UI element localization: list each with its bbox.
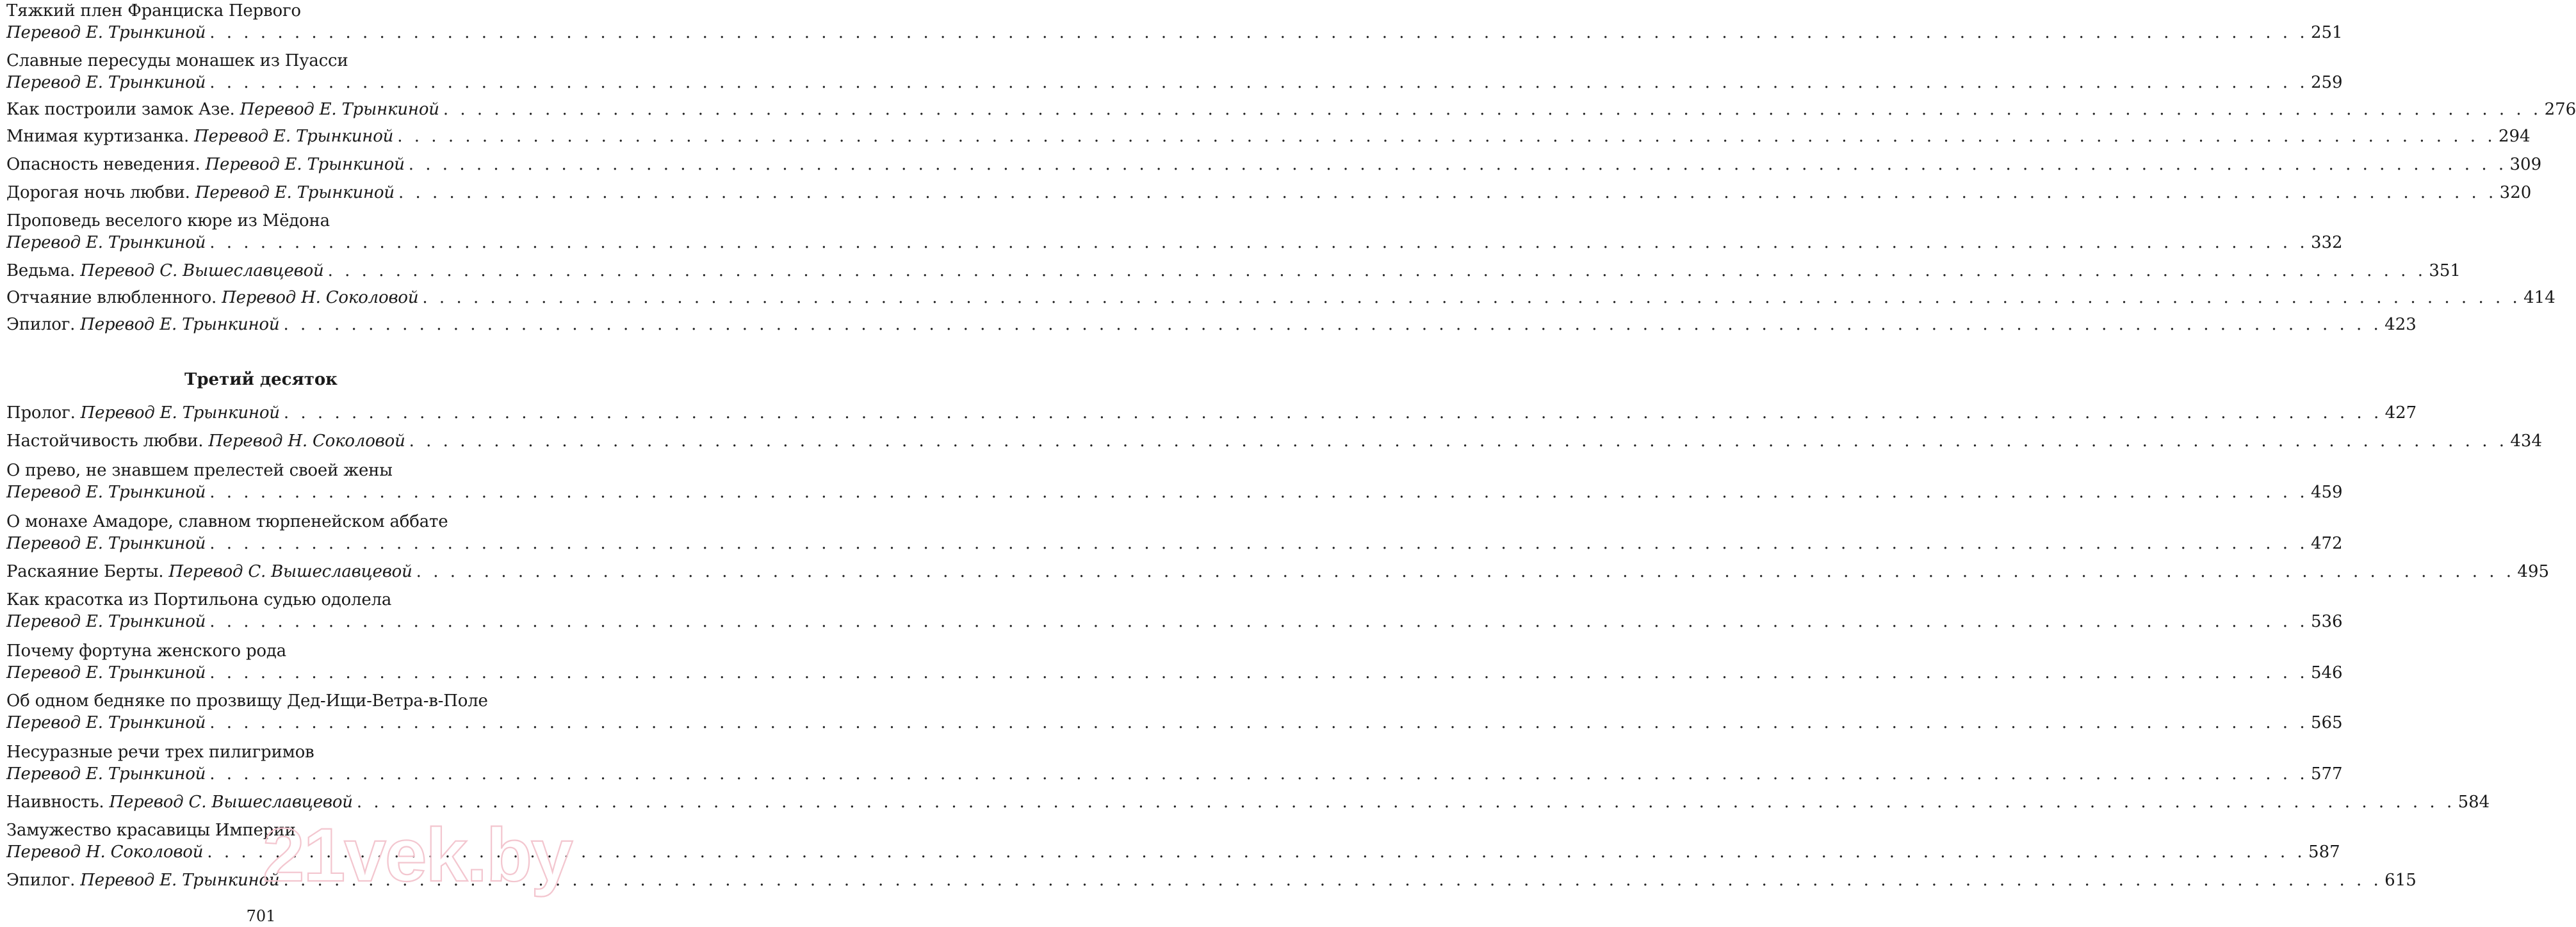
- entry-translator: Перевод Е. Трынкиной: [80, 403, 280, 423]
- dot-leader: [284, 402, 2382, 424]
- watermark-text: 21vek.by: [263, 813, 572, 898]
- entry-title: О прево, не знавшем прелестей своей жены: [6, 461, 393, 480]
- toc-entry: [6, 640, 2343, 684]
- entry-translator: Перевод Н. Соколовой: [222, 288, 419, 307]
- entry-translator: Перевод Е. Трынкиной: [240, 100, 439, 119]
- dot-leader: [398, 182, 2497, 204]
- toc-entry: [6, 50, 2343, 93]
- table-of-contents-page: [6, 0, 2576, 927]
- dot-leader: [443, 99, 2541, 120]
- toc-entry: [6, 402, 2417, 424]
- entry-title: Проповедь веселого кюре из Мёдона: [6, 211, 330, 230]
- entry-translator: Перевод Е. Трынкиной: [6, 23, 206, 42]
- toc-entry: [6, 589, 2343, 633]
- entry-title: О монахе Амадоре, славном тюрпенейском аббате: [6, 512, 448, 531]
- toc-entry: [6, 154, 2542, 175]
- entry-translator: Перевод С. Вышеславцевой: [109, 793, 353, 812]
- entry-translator: Перевод Е. Трынкиной: [6, 764, 206, 784]
- entry-title: Настойчивость любви.: [6, 431, 204, 451]
- entry-translator: Перевод Н. Соколовой: [208, 431, 405, 451]
- dot-leader: [209, 481, 2308, 503]
- entry-translator: Перевод С. Вышеславцевой: [168, 562, 412, 581]
- entry-translator: Перевод Е. Трынкиной: [6, 663, 206, 682]
- entry-page-number: 251: [2310, 23, 2343, 42]
- dot-leader: [209, 712, 2308, 734]
- dot-leader: [409, 154, 2507, 175]
- entry-translator: Перевод Е. Трынкиной: [80, 871, 280, 890]
- entry-translator: Перевод Е. Трынкиной: [6, 713, 206, 732]
- entry-title: Раскаяние Берты.: [6, 562, 164, 581]
- entry-page-number: 423: [2384, 315, 2417, 334]
- dot-leader: [207, 841, 2305, 863]
- entry-title: Пролог.: [6, 403, 76, 423]
- entry-translator: Перевод С. Вышеславцевой: [80, 261, 324, 280]
- dot-leader: [409, 430, 2507, 452]
- toc-entry: [6, 741, 2343, 785]
- dot-leader: [397, 125, 2495, 147]
- entry-page-number: 294: [2498, 127, 2531, 146]
- entry-title: Мнимая куртизанка.: [6, 127, 190, 146]
- toc-entry: [6, 460, 2343, 503]
- entry-page-number: 587: [2308, 842, 2340, 862]
- entry-page-number: 584: [2458, 793, 2490, 812]
- entry-page-number: 351: [2429, 261, 2461, 280]
- entry-page-number: 615: [2384, 871, 2417, 890]
- page-number: 701: [246, 907, 276, 925]
- entry-translator: Перевод Е. Трынкиной: [194, 127, 394, 146]
- toc-entry: [6, 0, 2343, 44]
- entry-page-number: 536: [2310, 612, 2343, 631]
- entry-translator: Перевод Е. Трынкиной: [6, 233, 206, 252]
- entry-title: Эпилог.: [6, 315, 76, 334]
- entry-title: Как красотка из Портильона судью одолела: [6, 590, 392, 609]
- toc-entry: [6, 182, 2532, 204]
- toc-entry: [6, 210, 2343, 254]
- dot-leader: [209, 763, 2308, 785]
- entry-title: Дорогая ночь любви.: [6, 183, 190, 202]
- entry-page-number: 259: [2310, 73, 2343, 92]
- entry-title: Тяжкий плен Франциска Первого: [6, 1, 301, 20]
- entry-title: Славные пересуды монашек из Пуасси: [6, 51, 348, 70]
- entry-title: Замужество красавицы Империи: [6, 821, 296, 840]
- dot-leader: [209, 72, 2308, 93]
- entry-translator: Перевод Е. Трынкиной: [205, 155, 405, 174]
- entry-page-number: 472: [2310, 534, 2343, 553]
- dot-leader: [209, 22, 2308, 44]
- entry-title: Несуразные речи трех пилигримов: [6, 743, 314, 762]
- dot-leader: [209, 232, 2308, 254]
- entry-translator: Перевод Н. Соколовой: [6, 842, 204, 862]
- entry-title: Почему фортуна женского рода: [6, 641, 286, 661]
- section-heading: Третий десяток: [184, 370, 338, 389]
- toc-entry: [6, 260, 2461, 282]
- toc-entry: [6, 690, 2343, 734]
- toc-entry: [6, 287, 2556, 309]
- entry-title: Эпилог.: [6, 871, 76, 890]
- entry-translator: Перевод Е. Трынкиной: [6, 73, 206, 92]
- entry-title: Опасность неведения.: [6, 155, 200, 174]
- entry-title: Наивность.: [6, 793, 104, 812]
- dot-leader: [209, 662, 2308, 684]
- entry-title: Отчаяние влюбленного.: [6, 288, 217, 307]
- entry-page-number: 565: [2310, 713, 2343, 732]
- entry-page-number: 320: [2499, 183, 2532, 202]
- entry-translator: Перевод Е. Трынкиной: [6, 534, 206, 553]
- toc-entry: [6, 430, 2542, 452]
- entry-translator: Перевод Е. Трынкиной: [6, 612, 206, 631]
- toc-entry: [6, 511, 2343, 554]
- entry-page-number: 495: [2517, 562, 2550, 581]
- toc-entry: [6, 99, 2576, 120]
- entry-page-number: 332: [2310, 233, 2343, 252]
- dot-leader: [357, 791, 2455, 813]
- toc-entry: [6, 314, 2417, 335]
- entry-title: Об одном бедняке по прозвищу Дед-Ищи-Ветра-в-Поле: [6, 691, 488, 711]
- entry-page-number: 309: [2509, 155, 2542, 174]
- entry-page-number: 577: [2310, 764, 2343, 784]
- entry-page-number: 276: [2544, 100, 2576, 119]
- dot-leader: [422, 287, 2520, 309]
- entry-translator: Перевод Е. Трынкиной: [6, 483, 206, 502]
- toc-entry: [6, 561, 2550, 583]
- entry-page-number: 427: [2384, 403, 2417, 423]
- entry-page-number: 459: [2310, 483, 2343, 502]
- entry-translator: Перевод Е. Трынкиной: [195, 183, 395, 202]
- entry-title: Как построили замок Азе.: [6, 100, 235, 119]
- entry-translator: Перевод Е. Трынкиной: [80, 315, 280, 334]
- dot-leader: [328, 260, 2426, 282]
- entry-page-number: 414: [2523, 288, 2556, 307]
- toc-entry: [6, 869, 2417, 891]
- dot-leader: [283, 869, 2381, 891]
- entry-title: Ведьма.: [6, 261, 76, 280]
- toc-entry: [6, 791, 2490, 813]
- dot-leader: [416, 561, 2515, 583]
- dot-leader: [283, 314, 2381, 335]
- dot-leader: [209, 533, 2308, 554]
- entry-page-number: 546: [2310, 663, 2343, 682]
- entry-page-number: 434: [2510, 431, 2542, 451]
- dot-leader: [209, 611, 2308, 633]
- toc-entry: [6, 125, 2531, 147]
